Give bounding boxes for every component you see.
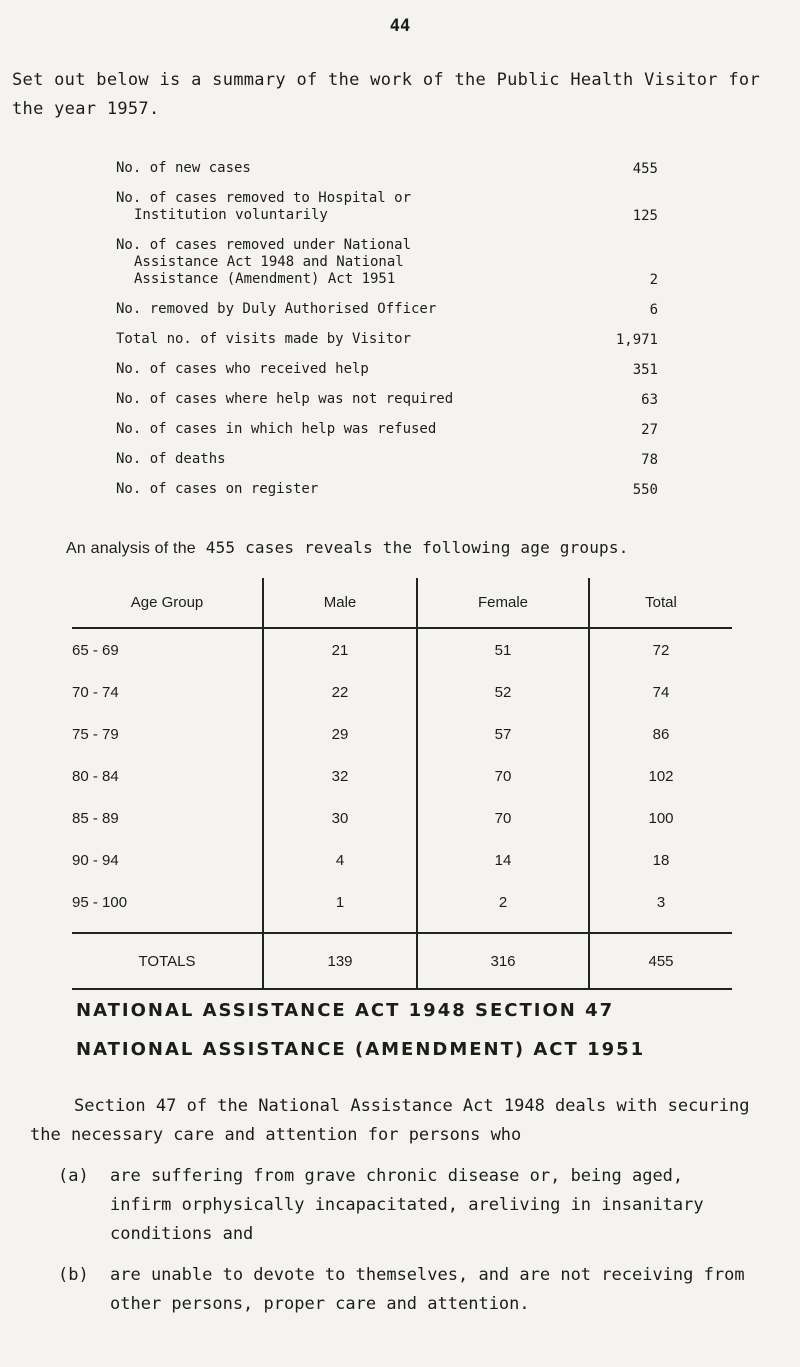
- header-female: Female: [417, 578, 589, 628]
- cell-female: 70: [417, 755, 589, 797]
- summary-label-line: No. of cases where help was not required: [116, 391, 454, 407]
- heading-section-47: NATIONAL ASSISTANCE ACT 1948 SECTION 47: [76, 1000, 615, 1021]
- table-row: [72, 628, 732, 671]
- table-row: [72, 797, 732, 839]
- summary-value: 125: [632, 208, 658, 224]
- summary-row: [116, 421, 676, 438]
- cell-male: 22: [263, 671, 417, 713]
- summary-row: [116, 481, 676, 498]
- summary-value: 550: [632, 482, 658, 498]
- cell-total: 102: [589, 755, 732, 797]
- cell-female: 52: [417, 671, 589, 713]
- cell-female: 51: [417, 628, 589, 671]
- summary-label: [116, 190, 556, 224]
- summary-row: [116, 190, 676, 224]
- cell-age-group: 80 - 84: [72, 767, 119, 785]
- summary-label-line: Assistance (Amendment) Act 1951: [134, 271, 396, 287]
- summary-row: [116, 451, 676, 468]
- table-row: [72, 881, 732, 933]
- item-text: are unable to devote to themselves, and are not receiving from other persons, proper care and attention.: [110, 1265, 745, 1314]
- summary-label-line: No. of cases on register: [116, 481, 319, 497]
- cell-male: 1: [263, 881, 417, 933]
- cell-total: 18: [589, 839, 732, 881]
- table-row: [72, 713, 732, 755]
- summary-label: [116, 331, 556, 348]
- cell-female: 57: [417, 713, 589, 755]
- intro-paragraph: Set out below is a summary of the work of the Public Health Visitor for the year 1957.: [12, 70, 760, 119]
- cell-male: 32: [263, 755, 417, 797]
- summary-label-line: No. of new cases: [116, 160, 251, 176]
- analysis-rest: 455 cases reveals the following age groups.: [205, 538, 629, 557]
- summary-row: [116, 391, 676, 408]
- cell-total: 100: [589, 797, 732, 839]
- summary-value: 1,971: [615, 332, 658, 348]
- section-47-text: [30, 1092, 790, 1319]
- page-number: 44: [389, 16, 411, 36]
- totals-male: 139: [263, 933, 417, 989]
- header-total: Total: [589, 578, 732, 628]
- cell-male: 4: [263, 839, 417, 881]
- cell-total: 3: [589, 881, 732, 933]
- summary-value: 6: [649, 302, 658, 318]
- totals-female: 316: [417, 933, 589, 989]
- summary-list: [116, 160, 676, 511]
- summary-row: [116, 301, 676, 318]
- summary-label: [116, 361, 556, 378]
- summary-label-line: Assistance Act 1948 and National: [134, 254, 404, 270]
- table-header-row: [72, 578, 732, 628]
- cell-age-group: 95 - 100: [72, 893, 128, 911]
- summary-label: [116, 160, 556, 177]
- summary-label: [116, 301, 556, 318]
- summary-value: 78: [641, 452, 658, 468]
- item-marker: (b): [58, 1265, 89, 1285]
- cell-female: 2: [417, 881, 589, 933]
- summary-label-line: Institution voluntarily: [134, 207, 328, 223]
- item-text: are suffering from grave chronic disease or, being aged, infirm orphysically incapacitated, areliving in insanitary conditions and: [110, 1166, 704, 1244]
- summary-row: [116, 160, 676, 177]
- summary-label-line: No. removed by Duly Authorised Officer: [116, 301, 437, 317]
- totals-total: 455: [589, 933, 732, 989]
- summary-label: [116, 481, 556, 498]
- cell-age-group: 75 - 79: [72, 725, 119, 743]
- summary-value: 455: [632, 161, 658, 177]
- cell-female: 70: [417, 797, 589, 839]
- cell-male: 29: [263, 713, 417, 755]
- totals-row: [72, 933, 732, 989]
- cell-total: 72: [589, 628, 732, 671]
- section-paragraph: Section 47 of the National Assistance Act 1948 deals with securing the necessary care and attention for persons who: [30, 1096, 750, 1145]
- summary-label: [116, 391, 556, 408]
- cell-age-group: 85 - 89: [72, 809, 119, 827]
- summary-row: [116, 237, 676, 288]
- summary-label-line: No. of cases removed to Hospital or: [116, 190, 412, 206]
- cell-age-group: 70 - 74: [72, 683, 119, 701]
- age-group-table: [72, 578, 732, 990]
- table-row: [72, 755, 732, 797]
- list-item: [30, 1261, 790, 1319]
- cell-total: 86: [589, 713, 732, 755]
- cell-female: 14: [417, 839, 589, 881]
- summary-value: 63: [641, 392, 658, 408]
- totals-age-group: TOTALS: [72, 933, 263, 989]
- summary-row: [116, 361, 676, 378]
- summary-label-line: No. of cases removed under National: [116, 237, 412, 253]
- header-age-group: Age Group: [72, 578, 263, 628]
- summary-value: 351: [632, 362, 658, 378]
- summary-label-line: No. of cases who received help: [116, 361, 369, 377]
- table-row: [72, 839, 732, 881]
- item-marker: (a): [58, 1166, 89, 1186]
- cell-age-group: 90 - 94: [72, 851, 119, 869]
- summary-label: [116, 421, 556, 438]
- summary-label: [116, 451, 556, 468]
- summary-label-line: No. of cases in which help was refused: [116, 421, 437, 437]
- summary-label-line: No. of deaths: [116, 451, 226, 467]
- cell-male: 21: [263, 628, 417, 671]
- cell-male: 30: [263, 797, 417, 839]
- list-item: [30, 1162, 790, 1249]
- analysis-lead: An analysis of the: [66, 540, 196, 557]
- summary-label: [116, 237, 556, 288]
- analysis-sentence: [66, 538, 786, 558]
- header-male: Male: [263, 578, 417, 628]
- summary-value: 2: [649, 272, 658, 288]
- summary-value: 27: [641, 422, 658, 438]
- table-row: [72, 671, 732, 713]
- summary-label-line: Total no. of visits made by Visitor: [116, 331, 412, 347]
- heading-amendment-act: NATIONAL ASSISTANCE (AMENDMENT) ACT 1951: [76, 1039, 646, 1060]
- summary-row: [116, 331, 676, 348]
- cell-total: 74: [589, 671, 732, 713]
- cell-age-group: 65 - 69: [72, 641, 119, 659]
